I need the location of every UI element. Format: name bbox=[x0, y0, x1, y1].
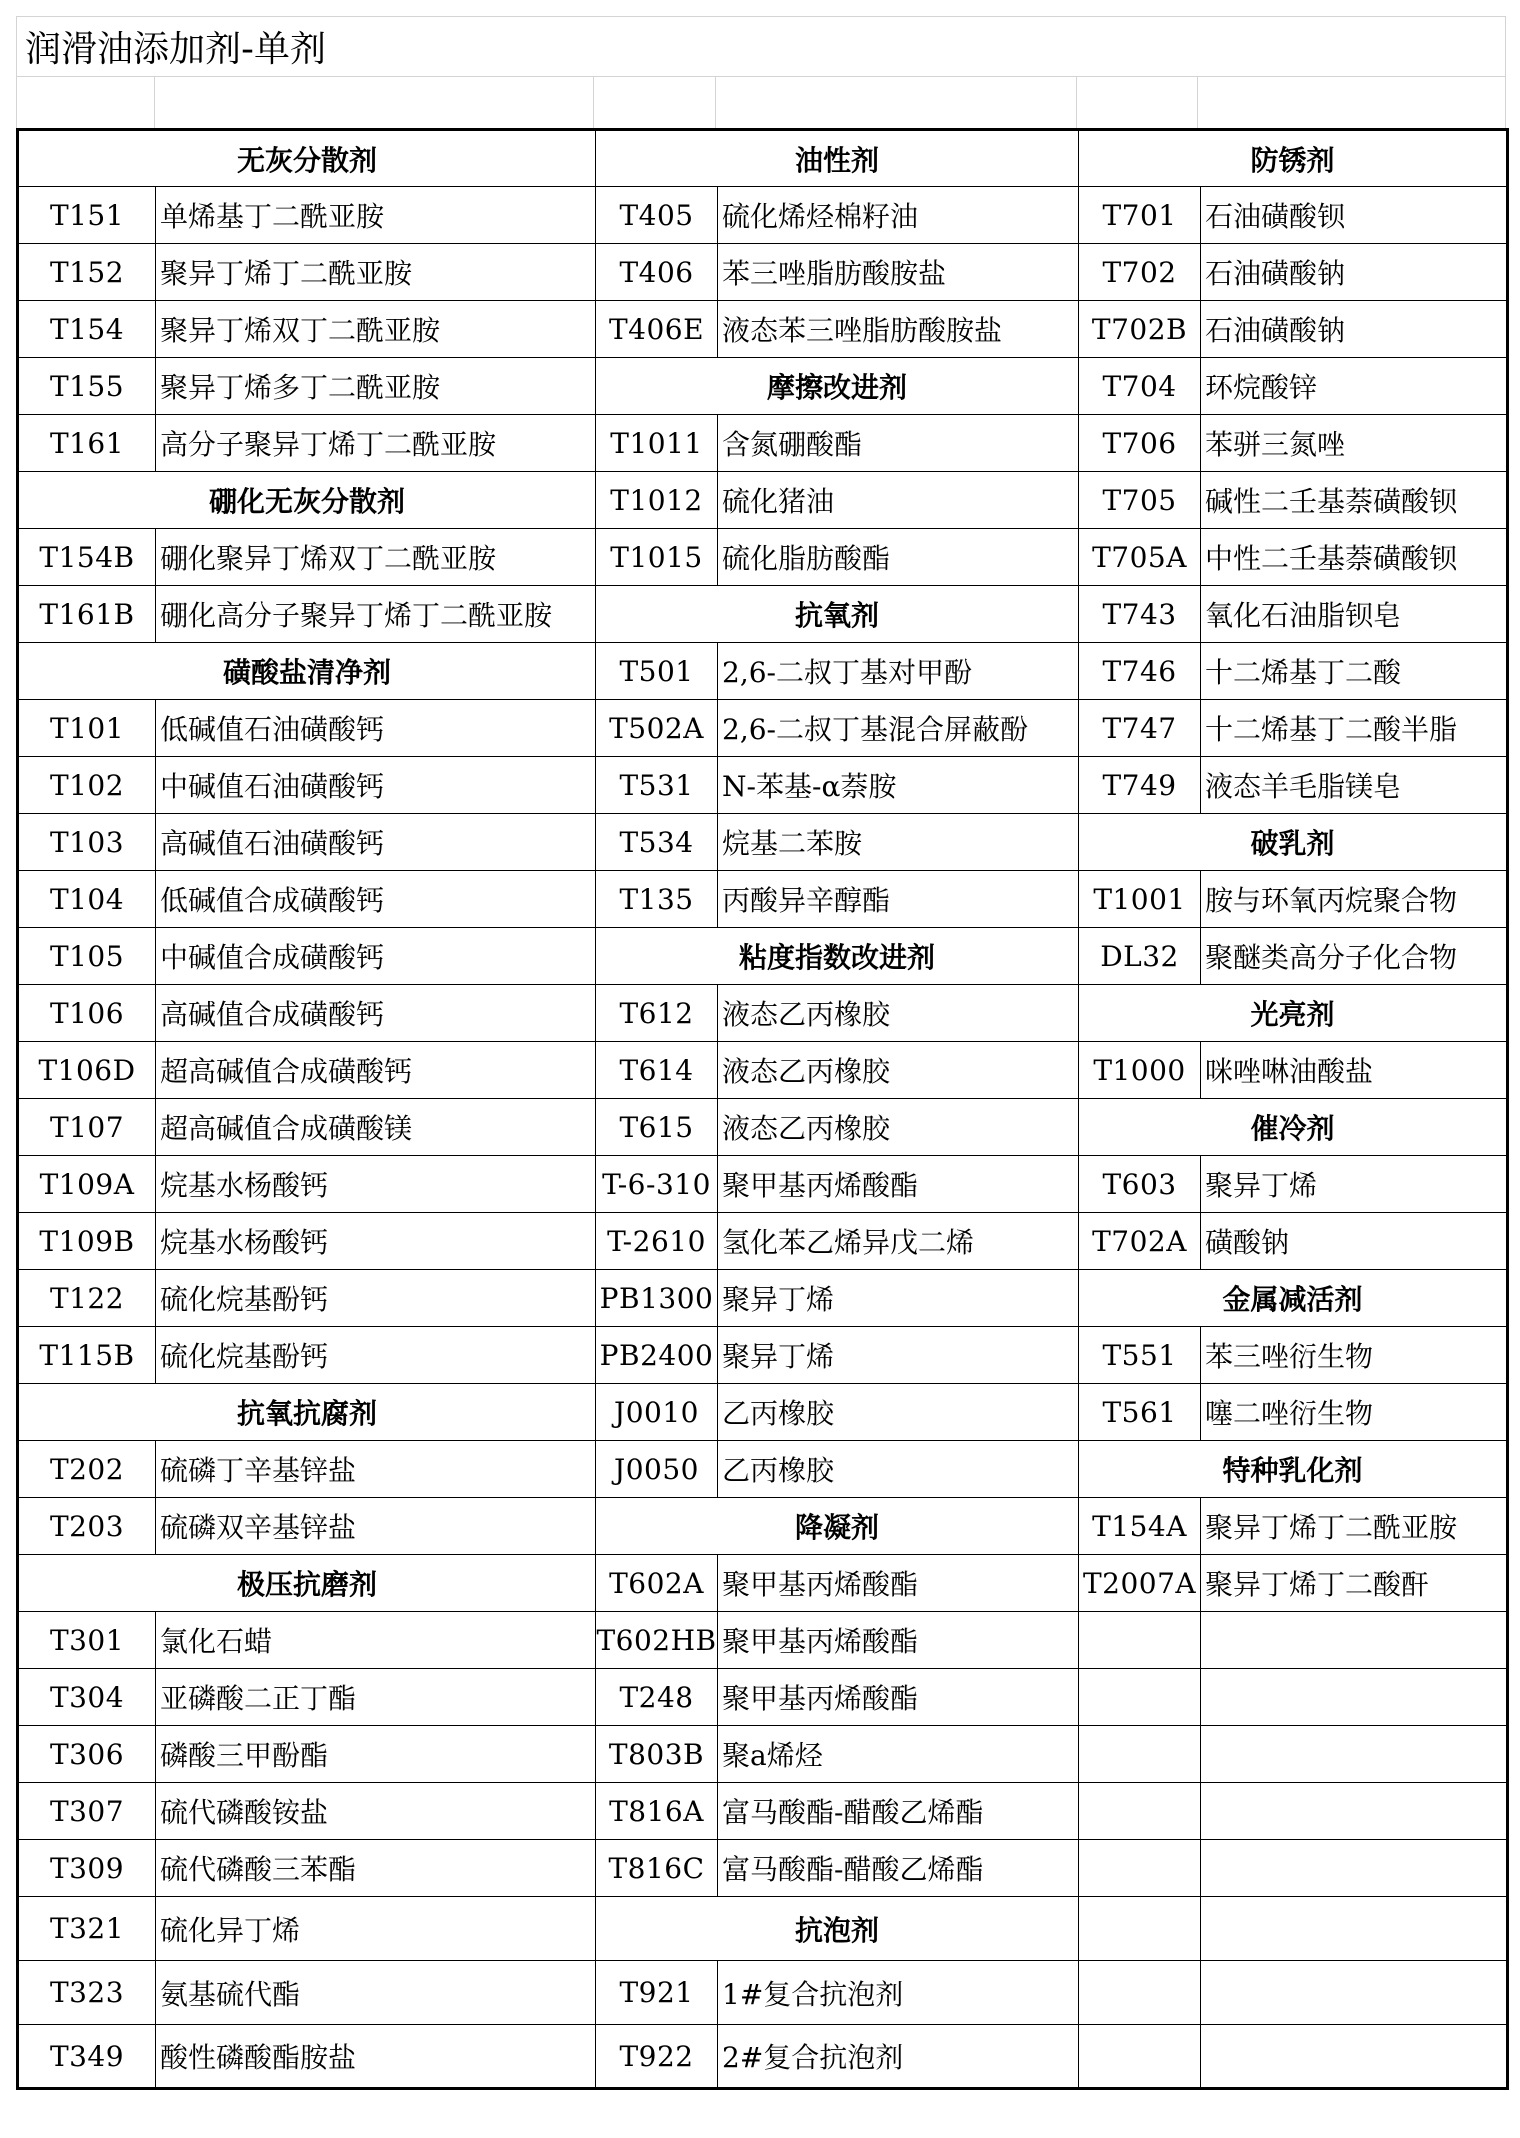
table-row bbox=[18, 1327, 1508, 1384]
product-code[interactable]: T749 bbox=[1079, 757, 1201, 814]
product-name[interactable]: 苯三唑脂肪酸胺盐 bbox=[718, 244, 1079, 301]
category-header[interactable]: 无灰分散剂 bbox=[18, 130, 596, 187]
empty-cell[interactable] bbox=[1079, 1612, 1201, 1669]
product-name[interactable]: 酸性磷酸酯胺盐 bbox=[156, 2025, 596, 2089]
product-name[interactable]: 硫化烷基酚钙 bbox=[156, 1327, 596, 1384]
empty-cell[interactable] bbox=[1079, 1897, 1201, 1961]
product-name[interactable]: 硼化高分子聚异丁烯丁二酰亚胺 bbox=[156, 586, 596, 643]
product-code[interactable]: T1001 bbox=[1079, 871, 1201, 928]
product-name[interactable]: 噻二唑衍生物 bbox=[1201, 1384, 1508, 1441]
product-code[interactable]: T1012 bbox=[596, 472, 718, 529]
sheet-title: 润滑油添加剂-单剂 bbox=[25, 29, 326, 70]
product-name[interactable]: 烷基水杨酸钙 bbox=[156, 1156, 596, 1213]
blank-cell[interactable] bbox=[1198, 77, 1505, 128]
product-code[interactable]: T405 bbox=[596, 187, 718, 244]
product-code[interactable]: T106D bbox=[18, 1042, 156, 1099]
product-code[interactable]: T1011 bbox=[596, 415, 718, 472]
title-row[interactable] bbox=[16, 16, 1506, 76]
empty-cell[interactable] bbox=[1201, 1669, 1508, 1726]
product-name[interactable]: 氯化石蜡 bbox=[156, 1612, 596, 1669]
product-code[interactable]: T309 bbox=[18, 1840, 156, 1897]
product-code[interactable]: T702B bbox=[1079, 301, 1201, 358]
product-code[interactable]: T151 bbox=[18, 187, 156, 244]
product-name[interactable]: 硫化烷基酚钙 bbox=[156, 1270, 596, 1327]
table-row bbox=[18, 1384, 1508, 1441]
product-code[interactable]: T161B bbox=[18, 586, 156, 643]
empty-cell[interactable] bbox=[1079, 1783, 1201, 1840]
blank-cell[interactable] bbox=[716, 77, 1077, 128]
product-name[interactable]: 石油磺酸钠 bbox=[1201, 301, 1508, 358]
table-row bbox=[18, 529, 1508, 586]
product-code[interactable]: T746 bbox=[1079, 643, 1201, 700]
product-name[interactable]: 聚醚类高分子化合物 bbox=[1201, 928, 1508, 985]
empty-cell[interactable] bbox=[1201, 1897, 1508, 1961]
product-name[interactable]: 聚异丁烯 bbox=[718, 1327, 1079, 1384]
table-row bbox=[18, 244, 1508, 301]
product-code[interactable]: T154B bbox=[18, 529, 156, 586]
product-name[interactable]: 2,6-二叔丁基对甲酚 bbox=[718, 643, 1079, 700]
additives-table bbox=[16, 128, 1509, 2090]
product-code[interactable]: T107 bbox=[18, 1099, 156, 1156]
product-code[interactable]: T705 bbox=[1079, 472, 1201, 529]
product-name[interactable]: 液态乙丙橡胶 bbox=[718, 1042, 1079, 1099]
product-code[interactable]: T615 bbox=[596, 1099, 718, 1156]
empty-cell[interactable] bbox=[1079, 1726, 1201, 1783]
empty-cell[interactable] bbox=[1201, 2025, 1508, 2089]
product-code[interactable]: T406E bbox=[596, 301, 718, 358]
empty-cell[interactable] bbox=[1079, 2025, 1201, 2089]
table-row bbox=[18, 358, 1508, 415]
product-code[interactable]: T301 bbox=[18, 1612, 156, 1669]
empty-cell[interactable] bbox=[1201, 1783, 1508, 1840]
product-name[interactable]: 聚异丁烯双丁二酰亚胺 bbox=[156, 301, 596, 358]
product-name[interactable]: 硫化烯烃棉籽油 bbox=[718, 187, 1079, 244]
product-name[interactable]: 聚甲基丙烯酸酯 bbox=[718, 1669, 1079, 1726]
table-row bbox=[18, 1840, 1508, 1897]
table-row bbox=[18, 643, 1508, 700]
empty-cell[interactable] bbox=[1201, 1961, 1508, 2025]
product-name[interactable]: 氧化石油脂钡皂 bbox=[1201, 586, 1508, 643]
table-row bbox=[18, 700, 1508, 757]
product-code[interactable]: T612 bbox=[596, 985, 718, 1042]
product-name[interactable]: 中碱值石油磺酸钙 bbox=[156, 757, 596, 814]
product-code[interactable]: T154A bbox=[1079, 1498, 1201, 1555]
product-name[interactable]: 中性二壬基萘磺酸钡 bbox=[1201, 529, 1508, 586]
product-code[interactable]: T104 bbox=[18, 871, 156, 928]
product-name[interactable]: 苯骈三氮唑 bbox=[1201, 415, 1508, 472]
blank-row bbox=[16, 76, 1506, 128]
category-header[interactable]: 抗泡剂 bbox=[596, 1897, 1079, 1961]
product-name[interactable]: 2,6-二叔丁基混合屏蔽酚 bbox=[718, 700, 1079, 757]
product-code[interactable]: PB1300 bbox=[596, 1270, 718, 1327]
product-code[interactable]: T2007A bbox=[1079, 1555, 1201, 1612]
spreadsheet bbox=[16, 16, 1506, 2090]
empty-cell[interactable] bbox=[1201, 1726, 1508, 1783]
product-code[interactable]: T706 bbox=[1079, 415, 1201, 472]
product-name[interactable]: 液态乙丙橡胶 bbox=[718, 1099, 1079, 1156]
table-row bbox=[18, 2025, 1508, 2089]
product-name[interactable]: 硫化异丁烯 bbox=[156, 1897, 596, 1961]
product-name[interactable]: 聚甲基丙烯酸酯 bbox=[718, 1156, 1079, 1213]
table-row bbox=[18, 985, 1508, 1042]
category-header[interactable]: 抗氧剂 bbox=[596, 586, 1079, 643]
category-header[interactable]: 防锈剂 bbox=[1079, 130, 1508, 187]
category-header[interactable]: 油性剂 bbox=[596, 130, 1079, 187]
product-name[interactable]: 硫磷丁辛基锌盐 bbox=[156, 1441, 596, 1498]
product-code[interactable]: T135 bbox=[596, 871, 718, 928]
blank-cell[interactable] bbox=[1077, 77, 1199, 128]
product-code[interactable]: T747 bbox=[1079, 700, 1201, 757]
product-name[interactable]: 烷基水杨酸钙 bbox=[156, 1213, 596, 1270]
table-row bbox=[18, 1726, 1508, 1783]
table-row bbox=[18, 1783, 1508, 1840]
product-code[interactable]: T816C bbox=[596, 1840, 718, 1897]
table-row bbox=[18, 472, 1508, 529]
product-name[interactable]: 聚甲基丙烯酸酯 bbox=[718, 1612, 1079, 1669]
product-code[interactable]: T534 bbox=[596, 814, 718, 871]
category-header[interactable]: 硼化无灰分散剂 bbox=[18, 472, 596, 529]
product-name[interactable]: 碱性二壬基萘磺酸钡 bbox=[1201, 472, 1508, 529]
product-code[interactable]: T502A bbox=[596, 700, 718, 757]
product-name[interactable]: 高碱值合成磺酸钙 bbox=[156, 985, 596, 1042]
product-code[interactable]: T501 bbox=[596, 643, 718, 700]
product-name[interactable]: 丙酸异辛醇酯 bbox=[718, 871, 1079, 928]
product-name[interactable]: 硫化猪油 bbox=[718, 472, 1079, 529]
product-code[interactable]: DL32 bbox=[1079, 928, 1201, 985]
table-row bbox=[18, 1555, 1508, 1612]
product-name[interactable]: 富马酸酯-醋酸乙烯酯 bbox=[718, 1783, 1079, 1840]
product-name[interactable]: 液态苯三唑脂肪酸胺盐 bbox=[718, 301, 1079, 358]
empty-cell[interactable] bbox=[1079, 1840, 1201, 1897]
product-name[interactable]: 中碱值合成磺酸钙 bbox=[156, 928, 596, 985]
product-code[interactable]: T154 bbox=[18, 301, 156, 358]
product-code[interactable]: T115B bbox=[18, 1327, 156, 1384]
empty-cell[interactable] bbox=[1201, 1612, 1508, 1669]
product-name[interactable]: 聚异丁烯 bbox=[1201, 1156, 1508, 1213]
table-row bbox=[18, 1612, 1508, 1669]
category-header[interactable]: 破乳剂 bbox=[1079, 814, 1508, 871]
product-name[interactable]: 烷基二苯胺 bbox=[718, 814, 1079, 871]
product-code[interactable]: T161 bbox=[18, 415, 156, 472]
table-row bbox=[18, 928, 1508, 985]
empty-cell[interactable] bbox=[1201, 1840, 1508, 1897]
table-row bbox=[18, 130, 1508, 187]
product-name[interactable]: 苯三唑衍生物 bbox=[1201, 1327, 1508, 1384]
product-code[interactable]: T702 bbox=[1079, 244, 1201, 301]
table-row bbox=[18, 1270, 1508, 1327]
table-row bbox=[18, 187, 1508, 244]
product-code[interactable]: T304 bbox=[18, 1669, 156, 1726]
product-code[interactable]: J0010 bbox=[596, 1384, 718, 1441]
product-code[interactable]: T101 bbox=[18, 700, 156, 757]
product-name[interactable]: 亚磷酸二正丁酯 bbox=[156, 1669, 596, 1726]
product-name[interactable]: 聚异丁烯丁二酸酐 bbox=[1201, 1555, 1508, 1612]
product-code[interactable]: T103 bbox=[18, 814, 156, 871]
product-name[interactable]: 1#复合抗泡剂 bbox=[718, 1961, 1079, 2025]
product-code[interactable]: T349 bbox=[18, 2025, 156, 2089]
product-name[interactable]: 咪唑啉油酸盐 bbox=[1201, 1042, 1508, 1099]
product-name[interactable]: 聚异丁烯丁二酰亚胺 bbox=[1201, 1498, 1508, 1555]
product-name[interactable]: 超高碱值合成磺酸镁 bbox=[156, 1099, 596, 1156]
category-header[interactable]: 降凝剂 bbox=[596, 1498, 1079, 1555]
blank-cell[interactable] bbox=[594, 77, 716, 128]
product-code[interactable]: T307 bbox=[18, 1783, 156, 1840]
table-row bbox=[18, 586, 1508, 643]
category-header[interactable]: 摩擦改进剂 bbox=[596, 358, 1079, 415]
empty-cell[interactable] bbox=[1079, 1961, 1201, 2025]
product-name[interactable]: 液态乙丙橡胶 bbox=[718, 985, 1079, 1042]
product-name[interactable]: N-苯基-α萘胺 bbox=[718, 757, 1079, 814]
table-row bbox=[18, 1042, 1508, 1099]
product-name[interactable]: 高碱值石油磺酸钙 bbox=[156, 814, 596, 871]
product-code[interactable]: T152 bbox=[18, 244, 156, 301]
product-code[interactable]: T602HB bbox=[596, 1612, 718, 1669]
product-name[interactable]: 2#复合抗泡剂 bbox=[718, 2025, 1079, 2089]
product-code[interactable]: T705A bbox=[1079, 529, 1201, 586]
category-header[interactable]: 特种乳化剂 bbox=[1079, 1441, 1508, 1498]
product-code[interactable]: T323 bbox=[18, 1961, 156, 2025]
empty-cell[interactable] bbox=[1079, 1669, 1201, 1726]
category-header[interactable]: 抗氧抗腐剂 bbox=[18, 1384, 596, 1441]
product-code[interactable]: T102 bbox=[18, 757, 156, 814]
product-name[interactable]: 硼化聚异丁烯双丁二酰亚胺 bbox=[156, 529, 596, 586]
product-code[interactable]: T321 bbox=[18, 1897, 156, 1961]
product-name[interactable]: 含氮硼酸酯 bbox=[718, 415, 1079, 472]
product-name[interactable]: 低碱值石油磺酸钙 bbox=[156, 700, 596, 757]
table-row bbox=[18, 1897, 1508, 1961]
product-name[interactable]: 富马酸酯-醋酸乙烯酯 bbox=[718, 1840, 1079, 1897]
product-code[interactable]: T816A bbox=[596, 1783, 718, 1840]
product-name[interactable]: 聚异丁烯 bbox=[718, 1270, 1079, 1327]
product-name[interactable]: 磺酸钠 bbox=[1201, 1213, 1508, 1270]
product-name[interactable]: 聚a烯烃 bbox=[718, 1726, 1079, 1783]
product-code[interactable]: T702A bbox=[1079, 1213, 1201, 1270]
product-name[interactable]: 单烯基丁二酰亚胺 bbox=[156, 187, 596, 244]
product-name[interactable]: 硫代磷酸三苯酯 bbox=[156, 1840, 596, 1897]
product-name[interactable]: 低碱值合成磺酸钙 bbox=[156, 871, 596, 928]
product-code[interactable]: T603 bbox=[1079, 1156, 1201, 1213]
table-row bbox=[18, 757, 1508, 814]
product-code[interactable]: T109A bbox=[18, 1156, 156, 1213]
product-code[interactable]: T743 bbox=[1079, 586, 1201, 643]
product-name[interactable]: 氢化苯乙烯异戊二烯 bbox=[718, 1213, 1079, 1270]
table-row bbox=[18, 1213, 1508, 1270]
product-name[interactable]: 十二烯基丁二酸半脂 bbox=[1201, 700, 1508, 757]
product-name[interactable]: 石油磺酸钡 bbox=[1201, 187, 1508, 244]
table-row bbox=[18, 871, 1508, 928]
product-name[interactable]: 胺与环氧丙烷聚合物 bbox=[1201, 871, 1508, 928]
product-code[interactable]: J0050 bbox=[596, 1441, 718, 1498]
table-row bbox=[18, 1669, 1508, 1726]
product-name[interactable]: 硫磷双辛基锌盐 bbox=[156, 1498, 596, 1555]
product-code[interactable]: T922 bbox=[596, 2025, 718, 2089]
product-name[interactable]: 硫代磷酸铵盐 bbox=[156, 1783, 596, 1840]
product-code[interactable]: T106 bbox=[18, 985, 156, 1042]
product-code[interactable]: T1000 bbox=[1079, 1042, 1201, 1099]
product-name[interactable]: 聚甲基丙烯酸酯 bbox=[718, 1555, 1079, 1612]
category-header[interactable]: 极压抗磨剂 bbox=[18, 1555, 596, 1612]
product-name[interactable]: 聚异丁烯丁二酰亚胺 bbox=[156, 244, 596, 301]
product-code[interactable]: T561 bbox=[1079, 1384, 1201, 1441]
product-name[interactable]: 十二烯基丁二酸 bbox=[1201, 643, 1508, 700]
product-code[interactable]: T921 bbox=[596, 1961, 718, 2025]
product-name[interactable]: 硫化脂肪酸酯 bbox=[718, 529, 1079, 586]
product-code[interactable]: T406 bbox=[596, 244, 718, 301]
product-code[interactable]: T614 bbox=[596, 1042, 718, 1099]
product-code[interactable]: T-6-310 bbox=[596, 1156, 718, 1213]
product-code[interactable]: T531 bbox=[596, 757, 718, 814]
category-header[interactable]: 磺酸盐清净剂 bbox=[18, 643, 596, 700]
product-code[interactable]: T602A bbox=[596, 1555, 718, 1612]
product-code[interactable]: T202 bbox=[18, 1441, 156, 1498]
product-code[interactable]: T122 bbox=[18, 1270, 156, 1327]
product-code[interactable]: T704 bbox=[1079, 358, 1201, 415]
category-header[interactable]: 金属减活剂 bbox=[1079, 1270, 1508, 1327]
product-code[interactable]: T-2610 bbox=[596, 1213, 718, 1270]
table-row bbox=[18, 1099, 1508, 1156]
product-code[interactable]: T551 bbox=[1079, 1327, 1201, 1384]
product-code[interactable]: T203 bbox=[18, 1498, 156, 1555]
product-code[interactable]: T701 bbox=[1079, 187, 1201, 244]
category-header[interactable]: 催冷剂 bbox=[1079, 1099, 1508, 1156]
product-name[interactable]: 环烷酸锌 bbox=[1201, 358, 1508, 415]
product-code[interactable]: PB2400 bbox=[596, 1327, 718, 1384]
product-name[interactable]: 石油磺酸钠 bbox=[1201, 244, 1508, 301]
product-name[interactable]: 乙丙橡胶 bbox=[718, 1441, 1079, 1498]
table-row bbox=[18, 1498, 1508, 1555]
table-row bbox=[18, 1961, 1508, 2025]
category-header[interactable]: 粘度指数改进剂 bbox=[596, 928, 1079, 985]
product-name[interactable]: 乙丙橡胶 bbox=[718, 1384, 1079, 1441]
table-row bbox=[18, 1156, 1508, 1213]
product-code[interactable]: T248 bbox=[596, 1669, 718, 1726]
product-name[interactable]: 磷酸三甲酚酯 bbox=[156, 1726, 596, 1783]
category-header[interactable]: 光亮剂 bbox=[1079, 985, 1508, 1042]
product-name[interactable]: 高分子聚异丁烯丁二酰亚胺 bbox=[156, 415, 596, 472]
product-name[interactable]: 超高碱值合成磺酸钙 bbox=[156, 1042, 596, 1099]
table-row bbox=[18, 415, 1508, 472]
product-code[interactable]: T155 bbox=[18, 358, 156, 415]
product-name[interactable]: 液态羊毛脂镁皂 bbox=[1201, 757, 1508, 814]
product-code[interactable]: T803B bbox=[596, 1726, 718, 1783]
product-name[interactable]: 聚异丁烯多丁二酰亚胺 bbox=[156, 358, 596, 415]
blank-cell[interactable] bbox=[17, 77, 155, 128]
product-code[interactable]: T306 bbox=[18, 1726, 156, 1783]
product-name[interactable]: 氨基硫代酯 bbox=[156, 1961, 596, 2025]
product-code[interactable]: T1015 bbox=[596, 529, 718, 586]
product-code[interactable]: T109B bbox=[18, 1213, 156, 1270]
product-code[interactable]: T105 bbox=[18, 928, 156, 985]
table-row bbox=[18, 1441, 1508, 1498]
table-row bbox=[18, 814, 1508, 871]
table-row bbox=[18, 301, 1508, 358]
blank-cell[interactable] bbox=[155, 77, 594, 128]
